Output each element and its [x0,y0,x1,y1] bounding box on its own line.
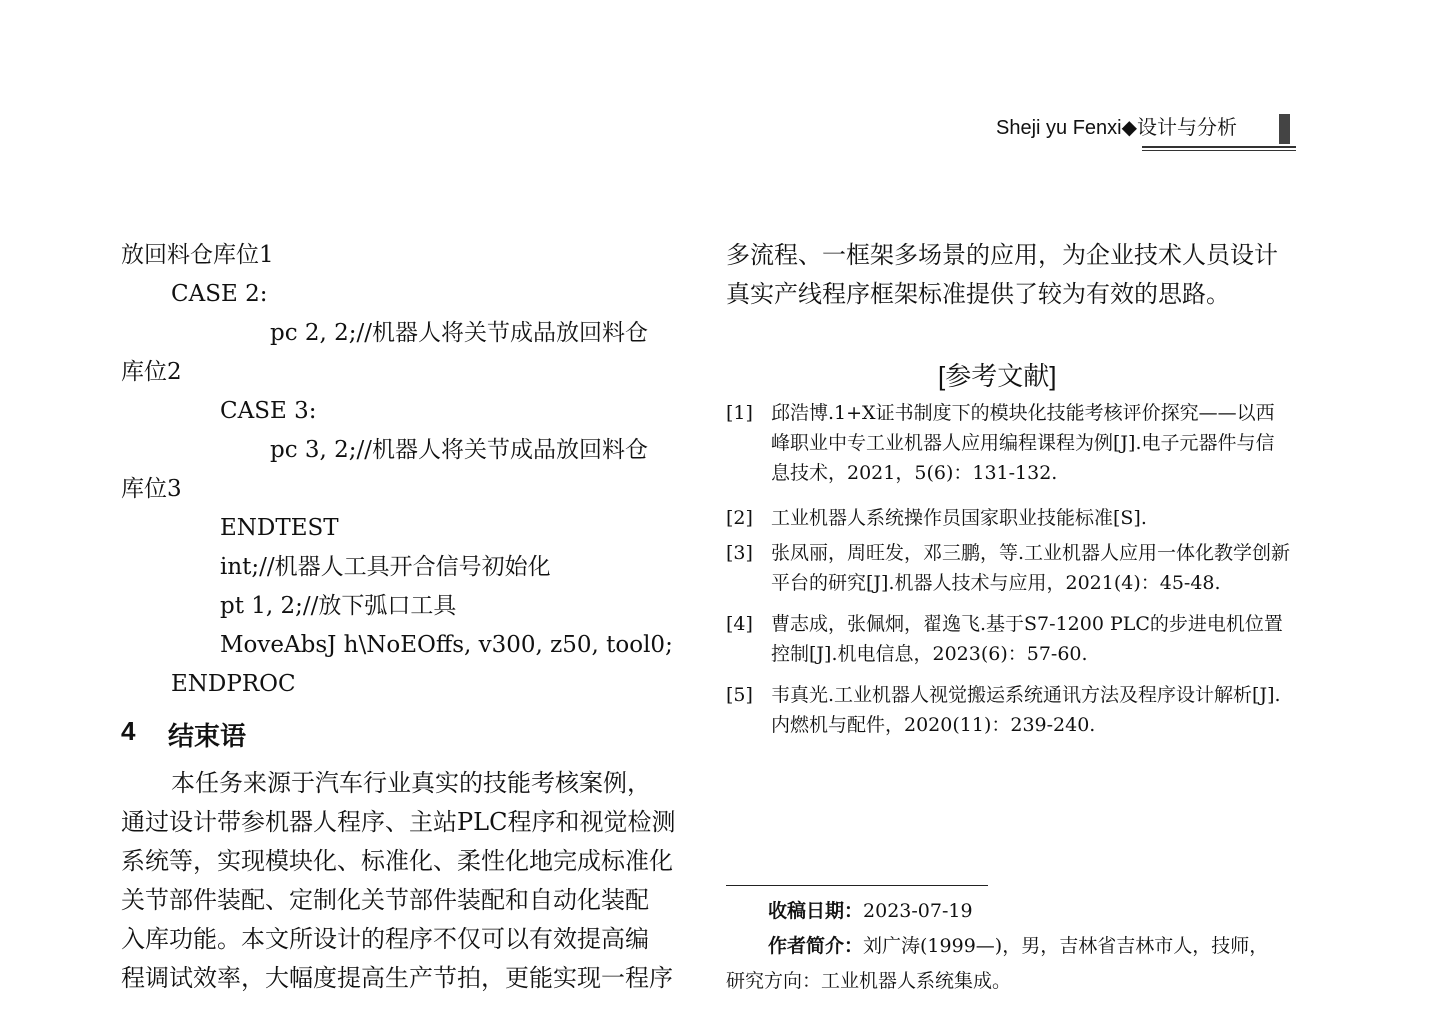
reference-number: [3] [726,542,753,564]
reference-text: 工业机器人系统操作员国家职业技能标准[S]. [771,507,1147,529]
paragraph-line: 多流程、一框架多场景的应用，为企业技术人员设计 [726,241,1278,269]
header-bar-decoration [1279,114,1290,144]
code-line: CASE 3: [220,398,317,424]
reference-number: [4] [726,613,753,635]
section-title: 结束语 [168,721,247,751]
paragraph-line: 真实产线程序框架标准提供了较为有效的思路。 [726,280,1230,308]
running-header [996,114,1296,150]
author-label: 作者简介： [768,936,864,957]
code-line: CASE 2: [171,281,268,307]
reference-number: [5] [726,684,753,706]
received-value: 2023-07-19 [863,900,973,922]
received-date [768,896,973,927]
paragraph-line: 程调试效率，大幅度提高生产节拍，更能实现一程序 [121,964,673,992]
reference-number: [2] [726,507,753,529]
header-rule [1142,146,1296,148]
footnote-rule [726,885,988,886]
reference-item [726,398,1291,503]
paragraph-line: 入库功能。本文所设计的程序不仅可以有效提高编 [121,925,649,953]
reference-text: 韦真光.工业机器人视觉搬运系统通讯方法及程序设计解析[J].内燃机与配件，2020(11)：239-240. [771,684,1281,736]
reference-text: 曹志成，张佩炯，翟逸飞.基于S7-1200 PLC的步进电机位置控制[J].机电信息，2023(6)：57-60. [771,613,1283,665]
author-bio-continuation: 研究方向：工业机器人系统集成。 [726,970,1012,992]
reference-number: [1] [726,402,753,424]
code-line: int;//机器人工具开合信号初始化 [220,554,551,580]
code-line: ENDTEST [220,515,339,541]
paragraph-line: 系统等，实现模块化、标准化、柔性化地完成标准化 [121,847,673,875]
received-label: 收稿日期： [768,901,864,922]
reference-item [726,680,1291,750]
code-line: pt 1, 2;//放下弧口工具 [220,593,457,619]
paragraph-line: 通过设计带参机器人程序、主站PLC程序和视觉检测 [121,808,676,836]
paragraph-line: 关节部件装配、定制化关节部件装配和自动化装配 [121,886,649,914]
author-value: 刘广涛(1999—)，男，吉林省吉林市人，技师， [863,935,1269,957]
code-line: pc 2, 2;//机器人将关节成品放回料仓 [270,320,649,346]
reference-item [726,609,1291,679]
section-number: 4 [121,716,136,746]
code-line: 库位2 [121,359,182,385]
paragraph-line: 本任务来源于汽车行业真实的技能考核案例， [171,769,651,797]
code-line: 放回料仓库位1 [121,242,274,268]
code-line: MoveAbsJ h\NoEOffs, v300, z50, tool0; [220,632,673,658]
reference-item [726,503,1291,538]
code-line: ENDPROC [171,671,296,697]
reference-text: 张凤丽，周旺发，邓三鹏，等.工业机器人应用一体化教学创新平台的研究[J].机器人技术与应用，2021(4)：45-48. [771,542,1291,594]
code-line: pc 3, 2;//机器人将关节成品放回料仓 [270,437,649,463]
author-bio [768,931,1268,962]
reference-item [726,538,1291,608]
reference-text: 邱浩博.1+X证书制度下的模块化技能考核评价探究——以西峰职业中专工业机器人应用编程课程为例[J].电子元器件与信息技术，2021，5(6)：131-132. [771,402,1275,484]
references-title: [参考文献] [938,361,1057,391]
running-title: Sheji yu Fenxi◆设计与分析 [996,117,1237,139]
code-line: 库位3 [121,476,182,502]
header-rule-thin [1142,150,1296,151]
